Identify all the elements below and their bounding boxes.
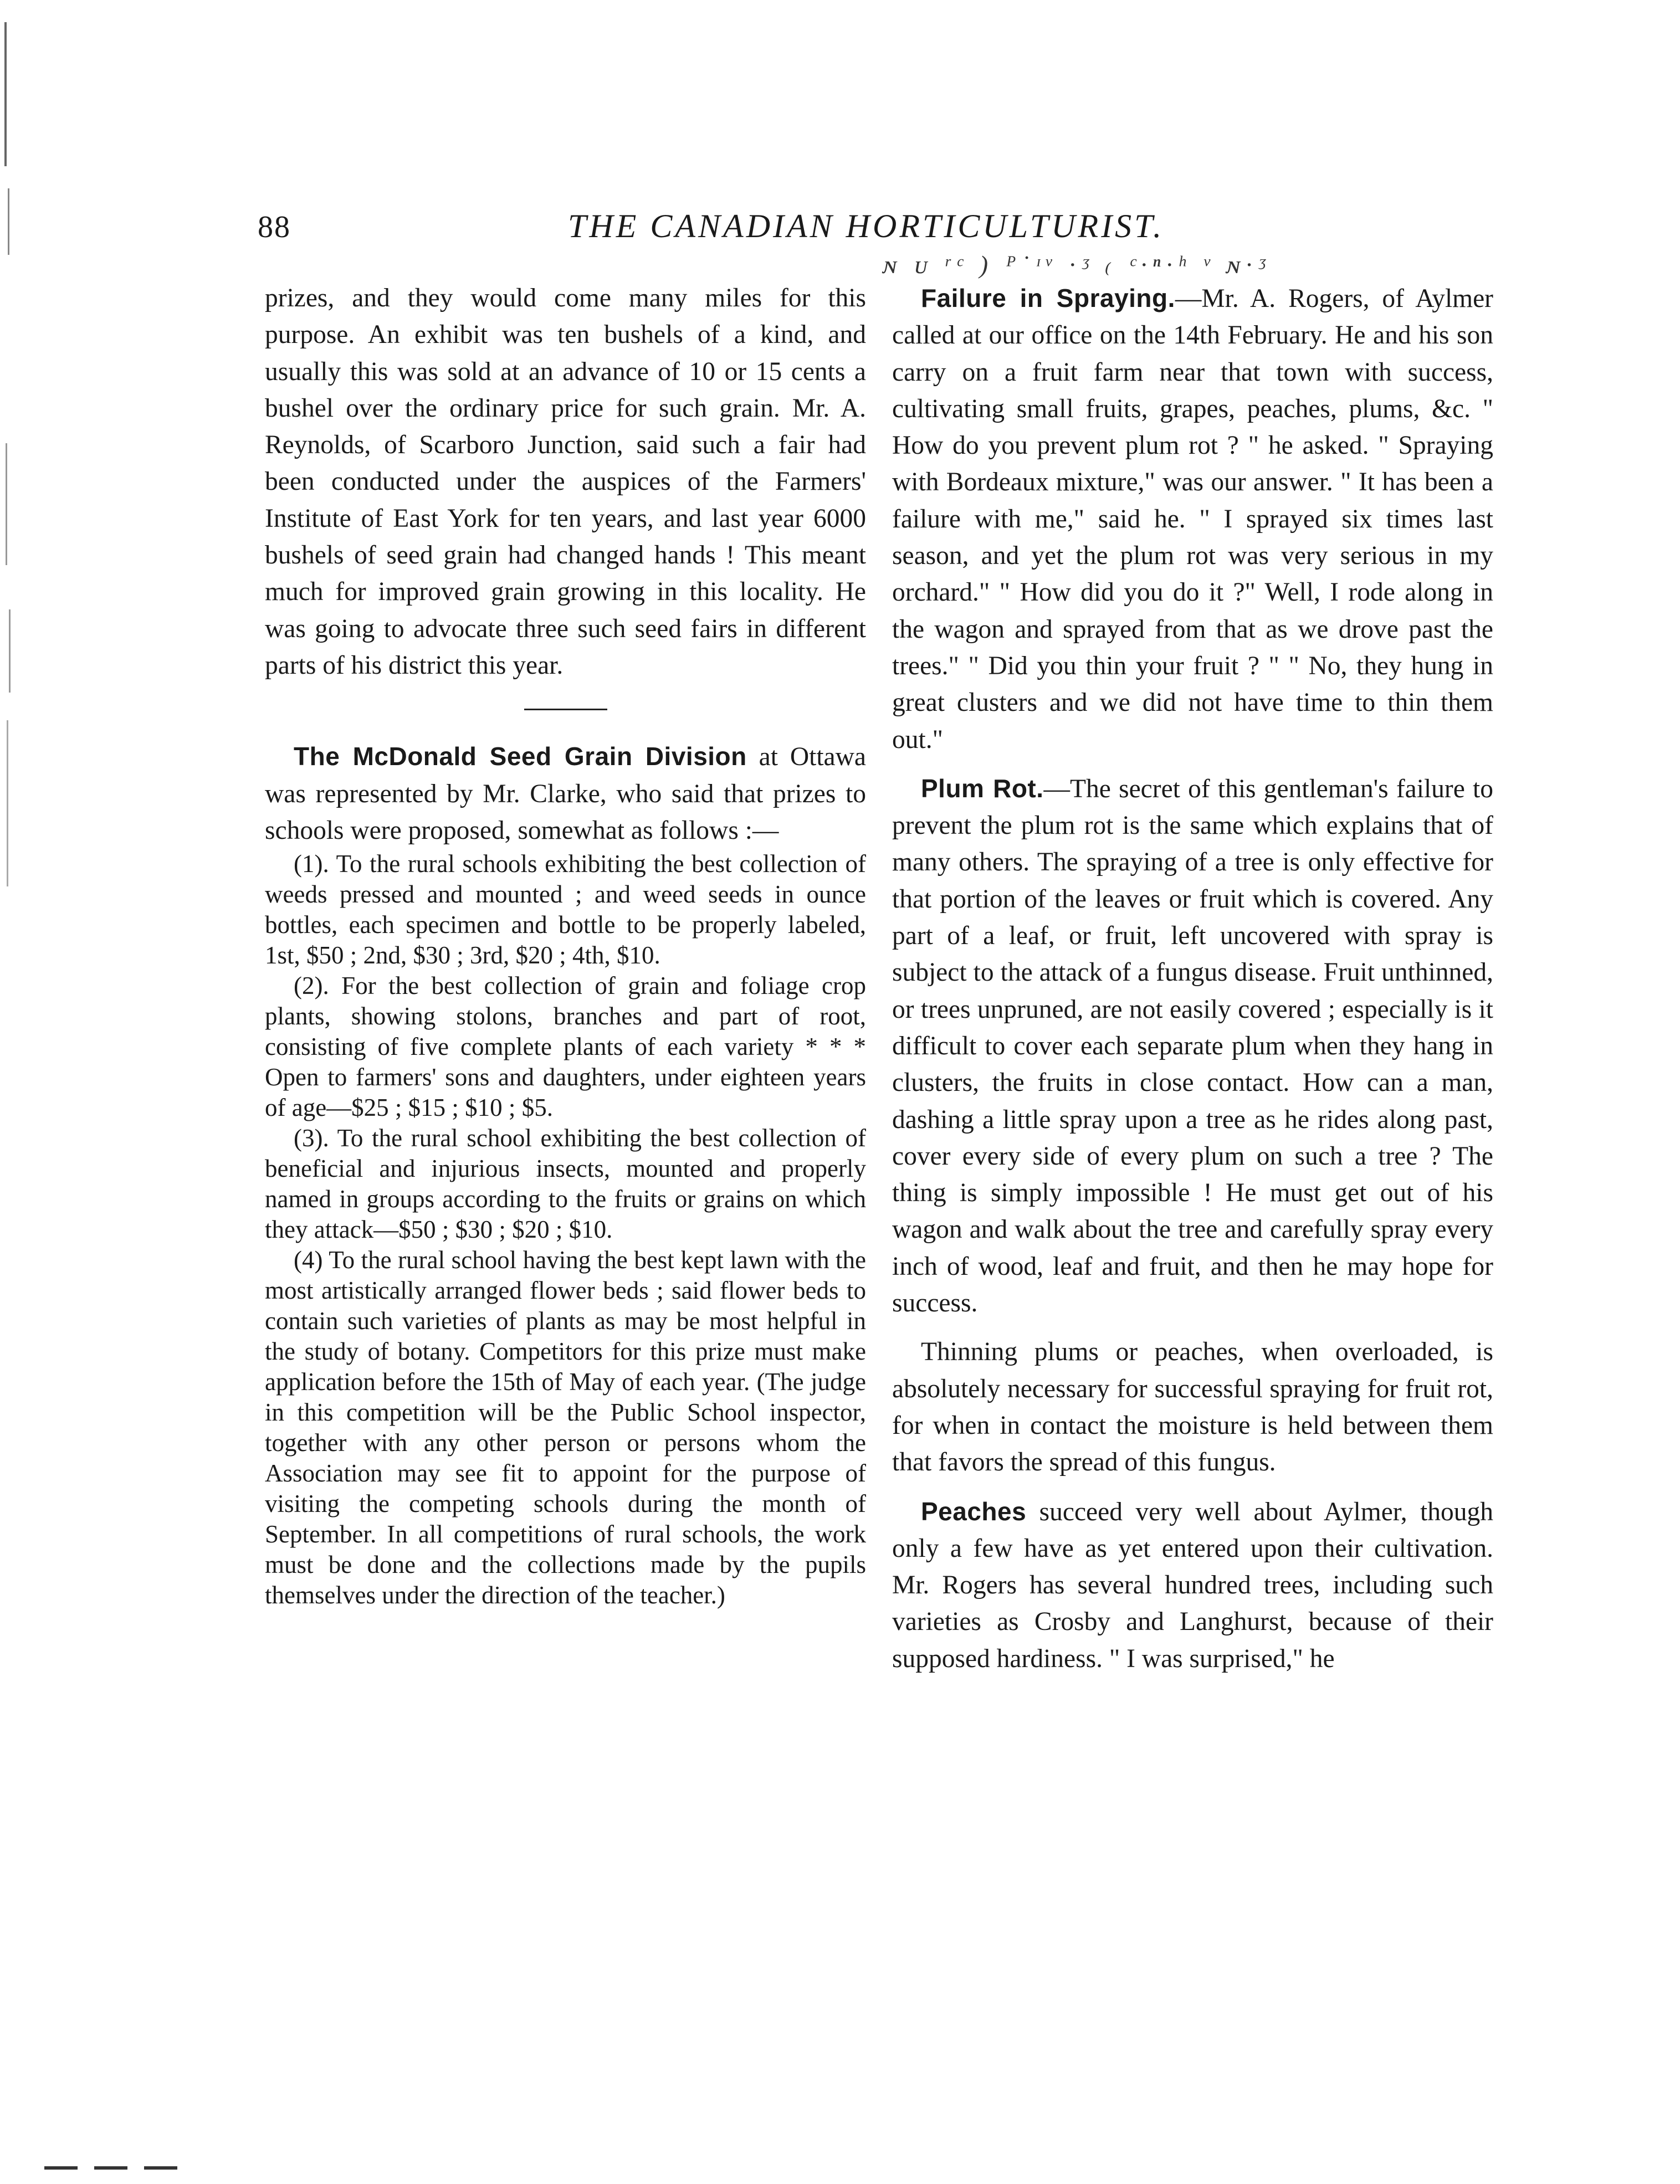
right-column	[892, 280, 1493, 1677]
plum-rot-paragraph	[892, 770, 1493, 1321]
plum-rot-heading: Plum Rot.	[921, 773, 1044, 803]
left-column	[265, 280, 866, 1611]
failure-in-spraying-paragraph	[892, 280, 1493, 758]
prize-item-1: (1). To the rural schools exhibiting the best collection of weeds pressed and mounted ; and weed seeds in ounce bottles, each specimen and bottle to be properly labeled, 1st, $50 ; 2nd, $30 ; 3rd, $20 ; 4th, $10.	[265, 850, 866, 970]
failure-in-spraying-text: —Mr. A. Rogers, of Aylmer called at our office on the 14th February. He and his son carry on a fruit farm near that town with success, cultivating small fruits, grapes, peaches, plums, &c. " How do you prevent plum rot ? " he asked. " Spraying with Bordeaux mixture," was our answer. " It has been a failure with me," said he. " I sprayed six times last season, and yet the plum rot was very serious in my orchard." " How did you do it ?" Well, I rode along in the wagon and sprayed from that as we drove past the trees." " Did you thin your fruit ? " " No, they hung in great clusters and we did not have time to thin them out."	[892, 284, 1493, 754]
section-divider	[524, 709, 607, 710]
thinning-paragraph: Thinning plums or peaches, when overloaded, is absolutely necessary for successful spraying for fruit rot, for when in contact the moisture is held between them that favors the spread of this fungus.	[892, 1337, 1493, 1477]
peaches-paragraph	[892, 1493, 1493, 1677]
prize-item-4: (4) To the rural school having the best kept lawn with the most artistically arranged flower beds ; said flower beds to contain such varieties of plants as may be most helpful in the study of botany. Competitors for this prize must make application before the 15th of May of each year. (The judge in this competition will be the Public School inspector, together with any other person or persons whom the Association may see fit to appoint for the purpose of visiting the competing schools during the month of September. In all competitions of rural schools, the work must be done and the collections made by the pupils themselves under the direction of the teacher.)	[265, 1246, 866, 1609]
handwritten-note: ɴ ᴜ ʳᶜ ) ᴾ˙ᶦᵛ ·ᶾ ₍ ᶜ·ⁿ·ʰ ᵛ ɴ·ᶾ	[884, 250, 1269, 279]
mcdonald-heading: The McDonald Seed Grain Division	[294, 742, 747, 771]
peaches-text: succeed very well about Aylmer, though only a few have as yet entered upon their cultivation. Mr. Rogers has several hundred trees, including such varieties as Crosby and Langhurst, because of their supposed hardiness. " I was surprised," he	[892, 1497, 1493, 1673]
mcdonald-paragraph	[265, 738, 866, 849]
prize-item-2: (2). For the best collection of grain and foliage crop plants, showing stolons, branches and part of root, consisting of five complete plants of each variety * * * Open to farmers' sons and daughters, under eighteen years of age—$25 ; $15 ; $10 ; $5.	[265, 972, 866, 1122]
prize-item-3: (3). To the rural school exhibiting the best collection of beneficial and injurious insects, mounted and properly named in groups according to the fruits or grains on which they attack—$50 ; $30 ; $20 ; $10.	[265, 1124, 866, 1244]
peaches-heading: Peaches	[921, 1496, 1027, 1526]
page-header	[258, 208, 1410, 279]
seed-fair-paragraph: prizes, and they would come many miles for this purpose. An exhibit was ten bushels of a kind, and usually this was sold at an advance of 10 or 15 cents a bushel over the ordinary price for such grain. Mr. A. Reynolds, of Scarboro Junction, said such a fair had been conducted under the auspices of the Farmers' Institute of East York for ten years, and last year 6000 bushels of seed grain had changed hands ! This meant much for improved grain growing in this locality. He was going to advocate three such seed fairs in different parts of his district this year.	[265, 284, 866, 680]
failure-in-spraying-heading: Failure in Spraying.	[921, 284, 1175, 312]
running-title: THE CANADIAN HORTICULTURIST.	[568, 208, 1165, 244]
page-number: 88	[258, 210, 291, 244]
plum-rot-text: —The secret of this gentleman's failure to prevent the plum rot is the same which explains that of many others. The spraying of a tree is only effective for that portion of the leaves or fruit which is covered. Any part of a leaf, or fruit, left uncovered with spray is subject to the attack of a fungus disease. Fruit unthinned, or trees unpruned, are not easily covered ; especially is it difficult to cover each separate plum when they hang in clusters, the fruits in close contact. How can a man, dashing a little spray upon a tree as he rides along past, cover every side of every plum on such a tree ? The thing is simply impossible ! He must get out of his wagon and walk about the tree and carefully spray every inch of wood, leaf and fruit, and then he may hope for success.	[892, 774, 1493, 1318]
scan-edge-marks	[0, 0, 33, 2184]
scan-bottom-marks	[44, 2166, 177, 2170]
mcdonald-text: at Ottawa was represented by Mr. Clarke, who said that prizes to schools were proposed, somewhat as follows :—	[265, 742, 866, 845]
